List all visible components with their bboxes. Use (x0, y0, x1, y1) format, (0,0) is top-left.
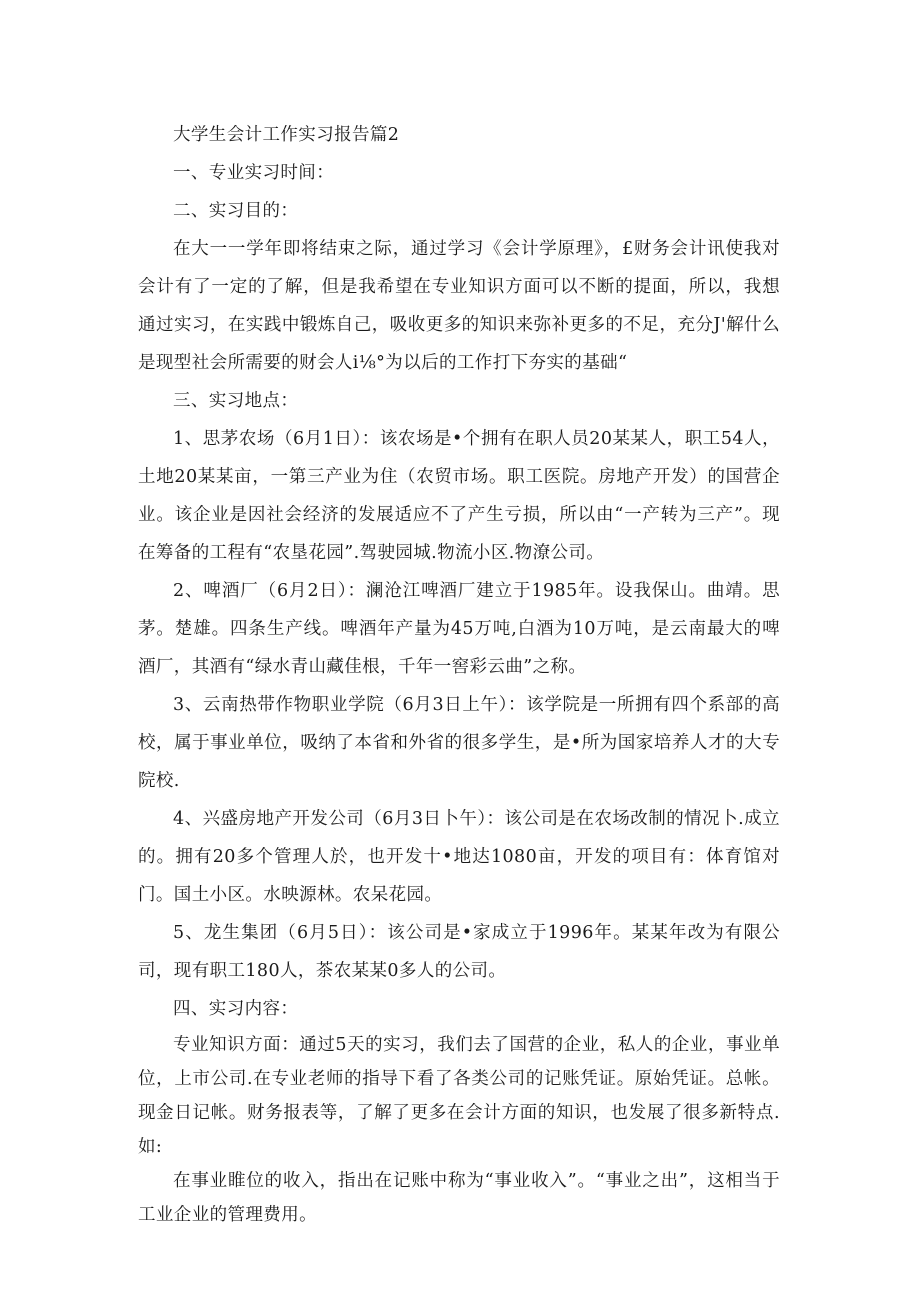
document-title: 大学生会计工作实习报告篇2 (173, 125, 400, 145)
section-heading-internship-purpose: 二、实习目的： (173, 201, 299, 221)
document-body (138, 116, 780, 1232)
paragraph-location-1: 1、思茅农场（6月1日）：该农场是•个拥有在职人员20某某人，职工54人，土地20某某亩，一第三产业为住（农贸市场。职工医院。房地产开发）的国营企业。该企业是因社会经济的发展适应不了产生亏损，所以由“一产转为三产”。现在筹备的工程有“农垦花园”.驾驶园城.物流小区.物潦公司。 (138, 429, 780, 563)
paragraph-content-2: 在事业睢位的收入，指出在记账中称为“事业收入”。“事业之出”，这相当于工业企业的管理费用。 (138, 1171, 780, 1225)
paragraph-location-2: 2、啤酒厂（6月2日）：澜沧江啤酒厂建立于1985年。设我保山。曲靖。思茅。楚雄。四条生产线。啤酒年产量为45万吨,白酒为10万吨，是云南最大的啤酒厂，其酒有“绿水青山藏佳根，千年一窖彩云曲”之称。 (138, 581, 780, 677)
section-heading-internship-content: 四、实习内容： (173, 999, 299, 1019)
paragraph-location-5: 5、龙生集团（6月5日）：该公司是•家成立于1996年。某某年改为有限公司，现有职工180人，茶农某某0多人的公司。 (138, 923, 780, 981)
paragraph-location-4: 4、兴盛房地产开发公司（6月3日卜午）：该公司是在农场改制的情况卜.成立的。拥有20多个管理人於，也开发十•地达1080亩，开发的项目有：体育馆对门。国土小区。水映源林。农呆花园。 (138, 809, 780, 905)
section-heading-internship-location: 三、实习地点： (173, 391, 299, 411)
paragraph-content-1: 专业知识方面：通过5天的实习，我们去了国营的企业，私人的企业，事业单位，上市公司.在专业老师的指导下看了各类公司的记账凭证。原始凭证。总帐。现金日记帐。财务报表等，了解了更多在会计方面的知识，也发展了很多新特点.如: (138, 1035, 780, 1157)
paragraph-purpose: 在大一一学年即将结束之际，通过学习《会计学原理》，£财务会计讯使我对会计有了一定的了解，但是我希望在专业知识方面可以不断的提面，所以，我想通过实习，在实践中锻炼自己，吸收更多的知识来弥补更多的不足，充分J'解什么是现型社会所需要的财会人i⅛°为以后的工作打下夯实的基础“ (138, 239, 780, 373)
section-heading-internship-time: 一、专业实习时间： (173, 163, 335, 183)
paragraph-location-3: 3、云南热带作物职业学院（6月3日上午）：该学院是一所拥有四个系部的高校，属于事业单位，吸纳了本省和外省的很多学生，是•所为国家培养人才的大专院校. (138, 695, 780, 791)
